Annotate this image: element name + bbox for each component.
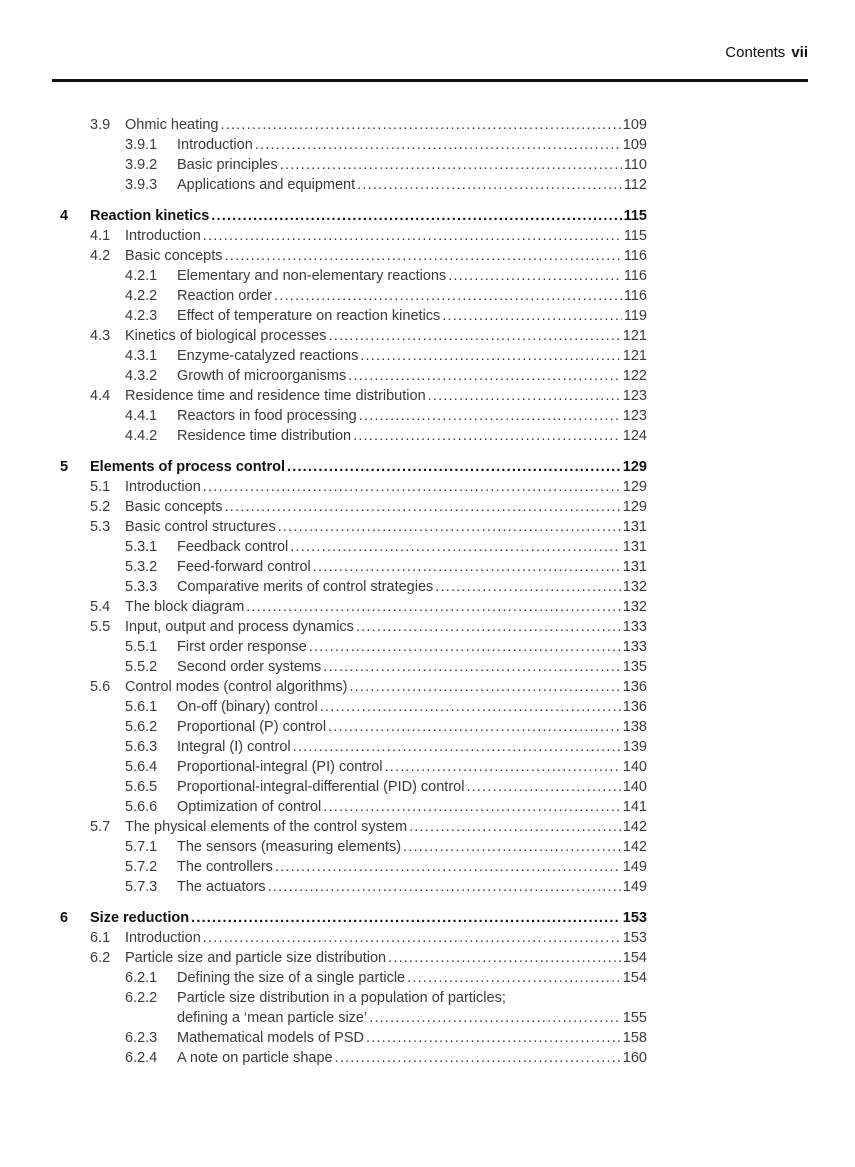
toc-entry	[0, 346, 855, 366]
entry-title: Introduction	[125, 930, 201, 946]
entry-page: 129	[622, 499, 647, 515]
dot-leader	[329, 326, 621, 346]
entry-page: 133	[622, 619, 647, 635]
toc-entry	[0, 1048, 855, 1068]
entry-page: 142	[622, 819, 647, 835]
entry-title: Basic concepts	[125, 499, 223, 515]
entry-line	[177, 857, 647, 877]
toc-chapter	[0, 908, 855, 928]
entry-page: 132	[622, 599, 647, 615]
entry-number: 5.5	[90, 619, 111, 635]
entry-title: Particle size distribution in a population of particles;	[177, 990, 506, 1006]
entry-title: Elementary and non-elementary reactions	[177, 268, 447, 284]
toc-entry	[0, 306, 855, 326]
entry-number: 6.2.2	[125, 990, 158, 1006]
dot-leader	[348, 366, 621, 386]
entry-page: 121	[622, 328, 647, 344]
toc-entry	[0, 617, 855, 637]
entry-line	[90, 457, 647, 477]
entry-page: 109	[622, 137, 647, 153]
entry-page: 136	[622, 679, 647, 695]
dot-leader	[435, 577, 621, 597]
toc-entry	[0, 757, 855, 777]
entry-number: 5.6.6	[125, 799, 158, 815]
entry-title: Integral (I) control	[177, 739, 291, 755]
entry-line	[125, 817, 647, 837]
entry-number: 5.4	[90, 599, 111, 615]
entry-line	[177, 1008, 647, 1028]
toc-entry	[0, 737, 855, 757]
entry-number: 5.3	[90, 519, 111, 535]
toc-entry	[0, 928, 855, 948]
entry-title: On-off (binary) control	[177, 699, 318, 715]
dot-leader	[403, 837, 621, 857]
toc-entry	[0, 286, 855, 306]
entry-number: 6.2.4	[125, 1050, 158, 1066]
dot-leader	[323, 797, 621, 817]
entry-page: 160	[622, 1050, 647, 1066]
toc-entry	[0, 597, 855, 617]
dot-leader	[442, 306, 622, 326]
entry-number: 5.6	[90, 679, 111, 695]
entry-number: 4.4.2	[125, 428, 158, 444]
toc-entry	[0, 968, 855, 988]
dot-leader	[278, 517, 621, 537]
entry-page: 123	[622, 388, 647, 404]
toc-entry	[0, 717, 855, 737]
entry-number: 5.6.3	[125, 739, 158, 755]
entry-number: 5.7.2	[125, 859, 158, 875]
entry-title: Introduction	[125, 479, 201, 495]
dot-leader	[211, 206, 621, 226]
entry-number: 5.7	[90, 819, 111, 835]
entry-number: 4.3.2	[125, 368, 158, 384]
dot-leader	[366, 1028, 621, 1048]
entry-title: The controllers	[177, 859, 273, 875]
entry-page: 153	[622, 910, 647, 926]
entry-title: The sensors (measuring elements)	[177, 839, 402, 855]
toc-entry	[0, 637, 855, 657]
entry-page: 116	[623, 268, 647, 284]
entry-number: 5.5.1	[125, 639, 158, 655]
entry-page: 129	[622, 479, 647, 495]
entry-title: The actuators	[177, 879, 266, 895]
entry-title: Basic principles	[177, 157, 278, 173]
dot-leader	[409, 817, 621, 837]
dot-leader	[309, 637, 621, 657]
entry-title: The physical elements of the control system	[125, 819, 408, 835]
entry-line	[177, 175, 647, 195]
dot-leader	[246, 597, 621, 617]
toc-entry	[0, 517, 855, 537]
entry-line	[125, 226, 647, 246]
dot-leader	[407, 968, 621, 988]
entry-title: Optimization of control	[177, 799, 322, 815]
table-of-contents	[0, 115, 855, 1068]
entry-line	[177, 797, 647, 817]
entry-number: 4.2.2	[125, 288, 158, 304]
entry-line	[177, 968, 647, 988]
dot-leader	[293, 737, 621, 757]
entry-title: Basic control structures	[125, 519, 276, 535]
toc-entry	[0, 817, 855, 837]
header-rule	[52, 79, 808, 82]
entry-page: 112	[623, 177, 647, 193]
entry-line	[177, 717, 647, 737]
entry-line	[177, 877, 647, 897]
entry-line	[90, 206, 647, 226]
entry-number: 6.2.3	[125, 1030, 158, 1046]
entry-title: Introduction	[177, 137, 253, 153]
entry-number: 5.1	[90, 479, 111, 495]
entry-title: Input, output and process dynamics	[125, 619, 354, 635]
dot-leader	[349, 677, 620, 697]
dot-leader	[328, 717, 621, 737]
toc-entry	[0, 406, 855, 426]
entry-line	[125, 497, 647, 517]
entry-page: 124	[622, 428, 647, 444]
toc-entry	[0, 497, 855, 517]
entry-number: 5	[60, 459, 69, 475]
entry-line	[177, 1048, 647, 1068]
entry-line	[177, 637, 647, 657]
dot-leader	[203, 477, 621, 497]
entry-title: Proportional (P) control	[177, 719, 327, 735]
dot-leader	[203, 226, 622, 246]
toc-entry	[0, 135, 855, 155]
dot-leader	[466, 777, 620, 797]
toc-entry	[0, 948, 855, 968]
running-head-section: Contents	[725, 44, 786, 61]
entry-title: Mathematical models of PSD	[177, 1030, 364, 1046]
entry-line	[90, 908, 647, 928]
entry-page: 110	[623, 157, 647, 173]
entry-line	[125, 617, 647, 637]
dot-leader	[320, 697, 621, 717]
dot-leader	[448, 266, 622, 286]
entry-line	[177, 837, 647, 857]
entry-title: Feedback control	[177, 539, 289, 555]
dot-leader	[335, 1048, 621, 1068]
entry-number: 4.2.1	[125, 268, 158, 284]
entry-number: 6.1	[90, 930, 111, 946]
entry-number: 5.7.1	[125, 839, 158, 855]
toc-entry	[0, 175, 855, 195]
entry-title: Particle size and particle size distribution	[125, 950, 387, 966]
entry-line	[125, 597, 647, 617]
entry-number: 6	[60, 910, 69, 926]
toc-entry	[0, 426, 855, 446]
entry-number: 4.3.1	[125, 348, 158, 364]
toc-entry	[0, 326, 855, 346]
entry-title: Basic concepts	[125, 248, 223, 264]
entry-number: 6.2	[90, 950, 111, 966]
entry-title: Introduction	[125, 228, 201, 244]
entry-title: Residence time distribution	[177, 428, 352, 444]
toc-entry	[0, 246, 855, 266]
entry-page: 153	[622, 930, 647, 946]
dot-leader	[323, 657, 621, 677]
entry-line	[177, 426, 647, 446]
toc-entry	[0, 155, 855, 175]
entry-page: 115	[623, 208, 647, 224]
entry-page: 131	[622, 519, 647, 535]
toc-entry	[0, 677, 855, 697]
entry-title: Reaction kinetics	[90, 208, 210, 224]
entry-page: 131	[622, 539, 647, 555]
entry-title-continuation: defining a ‘mean particle size’	[177, 1010, 368, 1026]
entry-number: 4.2.3	[125, 308, 158, 324]
entry-title: Ohmic heating	[125, 117, 219, 133]
entry-page: 158	[622, 1030, 647, 1046]
entry-title: Residence time and residence time distribution	[125, 388, 426, 404]
dot-leader	[287, 457, 621, 477]
entry-title: Comparative merits of control strategies	[177, 579, 434, 595]
entry-page: 121	[622, 348, 647, 364]
entry-page: 135	[622, 659, 647, 675]
entry-number: 5.6.2	[125, 719, 158, 735]
entry-number: 5.6.5	[125, 779, 158, 795]
running-head	[725, 44, 808, 61]
entry-page: 149	[622, 859, 647, 875]
entry-line	[125, 677, 647, 697]
entry-page: 129	[622, 459, 647, 475]
toc-entry	[0, 226, 855, 246]
dot-leader	[203, 928, 621, 948]
entry-page: 154	[622, 970, 647, 986]
toc-entry	[0, 697, 855, 717]
entry-page: 115	[623, 228, 647, 244]
entry-page: 133	[622, 639, 647, 655]
entry-title: Proportional-integral (PI) control	[177, 759, 383, 775]
toc-entry	[0, 857, 855, 877]
entry-page: 116	[623, 288, 647, 304]
entry-number: 5.2	[90, 499, 111, 515]
dot-leader	[353, 426, 621, 446]
entry-title: Control modes (control algorithms)	[125, 679, 348, 695]
entry-title: Growth of microorganisms	[177, 368, 347, 384]
entry-line	[177, 406, 647, 426]
toc-entry	[0, 1028, 855, 1048]
entry-number: 3.9.2	[125, 157, 158, 173]
entry-line	[177, 286, 647, 306]
dot-leader	[385, 757, 621, 777]
toc-entry	[0, 777, 855, 797]
entry-title: Reaction order	[177, 288, 273, 304]
entry-title: A note on particle shape	[177, 1050, 333, 1066]
entry-page: 149	[622, 879, 647, 895]
entry-title: Enzyme-catalyzed reactions	[177, 348, 359, 364]
entry-line	[177, 266, 647, 286]
entry-title: Effect of temperature on reaction kinetics	[177, 308, 441, 324]
dot-leader	[268, 877, 621, 897]
dot-leader	[221, 115, 621, 135]
entry-number: 4.3	[90, 328, 111, 344]
dot-leader	[191, 908, 621, 928]
entry-line	[125, 386, 647, 406]
entry-title: Defining the size of a single particle	[177, 970, 406, 986]
entry-number: 4	[60, 208, 69, 224]
entry-line	[125, 928, 647, 948]
entry-line	[125, 326, 647, 346]
dot-leader	[356, 617, 621, 637]
entry-number: 6.2.1	[125, 970, 158, 986]
toc-entry	[0, 366, 855, 386]
toc-entry	[0, 577, 855, 597]
entry-number: 5.7.3	[125, 879, 158, 895]
toc-entry	[0, 115, 855, 135]
entry-page: 136	[622, 699, 647, 715]
entry-line	[177, 1028, 647, 1048]
entry-number: 3.9.3	[125, 177, 158, 193]
dot-leader	[275, 857, 621, 877]
entry-page: 142	[622, 839, 647, 855]
entry-page: 155	[622, 1010, 647, 1026]
entry-title: First order response	[177, 639, 307, 655]
entry-title: Feed-forward control	[177, 559, 311, 575]
entry-page: 139	[622, 739, 647, 755]
entry-line	[125, 948, 647, 968]
toc-entry-continuation	[0, 1008, 855, 1028]
entry-line	[125, 477, 647, 497]
toc-entry	[0, 386, 855, 406]
entry-title: Second order systems	[177, 659, 322, 675]
entry-line	[125, 246, 647, 266]
dot-leader	[388, 948, 621, 968]
entry-line	[177, 777, 647, 797]
entry-line	[177, 577, 647, 597]
dot-leader	[313, 557, 621, 577]
dot-leader	[428, 386, 621, 406]
entry-number: 4.4.1	[125, 408, 158, 424]
toc-chapter	[0, 206, 855, 226]
entry-page: 119	[623, 308, 647, 324]
entry-number: 3.9	[90, 117, 111, 133]
dot-leader	[274, 286, 622, 306]
entry-number: 4.1	[90, 228, 111, 244]
entry-number: 4.4	[90, 388, 111, 404]
entry-title: Size reduction	[90, 910, 190, 926]
entry-title: The block diagram	[125, 599, 245, 615]
entry-line	[177, 537, 647, 557]
entry-line	[177, 346, 647, 366]
dot-leader	[255, 135, 621, 155]
entry-page: 154	[622, 950, 647, 966]
entry-page: 140	[622, 779, 647, 795]
entry-page: 122	[622, 368, 647, 384]
entry-number: 5.3.2	[125, 559, 158, 575]
entry-line	[177, 657, 647, 677]
entry-page: 109	[622, 117, 647, 133]
dot-leader	[290, 537, 621, 557]
entry-page: 116	[623, 248, 647, 264]
dot-leader	[360, 346, 620, 366]
entry-number: 5.5.2	[125, 659, 158, 675]
toc-entry	[0, 797, 855, 817]
entry-page: 123	[622, 408, 647, 424]
entry-line	[177, 697, 647, 717]
toc-entry	[0, 477, 855, 497]
dot-leader	[369, 1008, 621, 1028]
entry-line	[177, 306, 647, 326]
entry-line	[125, 517, 647, 537]
dot-leader	[359, 406, 621, 426]
entry-line	[177, 135, 647, 155]
toc-entry	[0, 266, 855, 286]
entry-number: 5.3.3	[125, 579, 158, 595]
entry-title: Proportional-integral-differential (PID) control	[177, 779, 465, 795]
entry-title: Applications and equipment	[177, 177, 356, 193]
entry-line	[177, 737, 647, 757]
entry-line	[177, 155, 647, 175]
entry-line	[177, 557, 647, 577]
toc-entry	[0, 837, 855, 857]
dot-leader	[280, 155, 622, 175]
entry-line	[125, 115, 647, 135]
toc-entry	[0, 877, 855, 897]
entry-number: 5.3.1	[125, 539, 158, 555]
entry-page: 141	[622, 799, 647, 815]
entry-page: 140	[622, 759, 647, 775]
entry-line	[177, 757, 647, 777]
entry-page: 131	[622, 559, 647, 575]
entry-page: 132	[622, 579, 647, 595]
entry-number: 4.2	[90, 248, 111, 264]
toc-chapter	[0, 457, 855, 477]
toc-entry	[0, 537, 855, 557]
entry-title: Kinetics of biological processes	[125, 328, 327, 344]
toc-entry	[0, 557, 855, 577]
entry-number: 5.6.1	[125, 699, 158, 715]
entry-line	[177, 988, 506, 1008]
entry-title: Elements of process control	[90, 459, 285, 475]
entry-line	[177, 366, 647, 386]
dot-leader	[225, 497, 621, 517]
entry-number: 3.9.1	[125, 137, 158, 153]
dot-leader	[225, 246, 622, 266]
dot-leader	[357, 175, 622, 195]
toc-entry	[0, 657, 855, 677]
entry-title: Reactors in food processing	[177, 408, 357, 424]
entry-number: 5.6.4	[125, 759, 158, 775]
entry-page: 138	[622, 719, 647, 735]
page-number: vii	[791, 44, 808, 61]
toc-entry	[0, 988, 855, 1008]
